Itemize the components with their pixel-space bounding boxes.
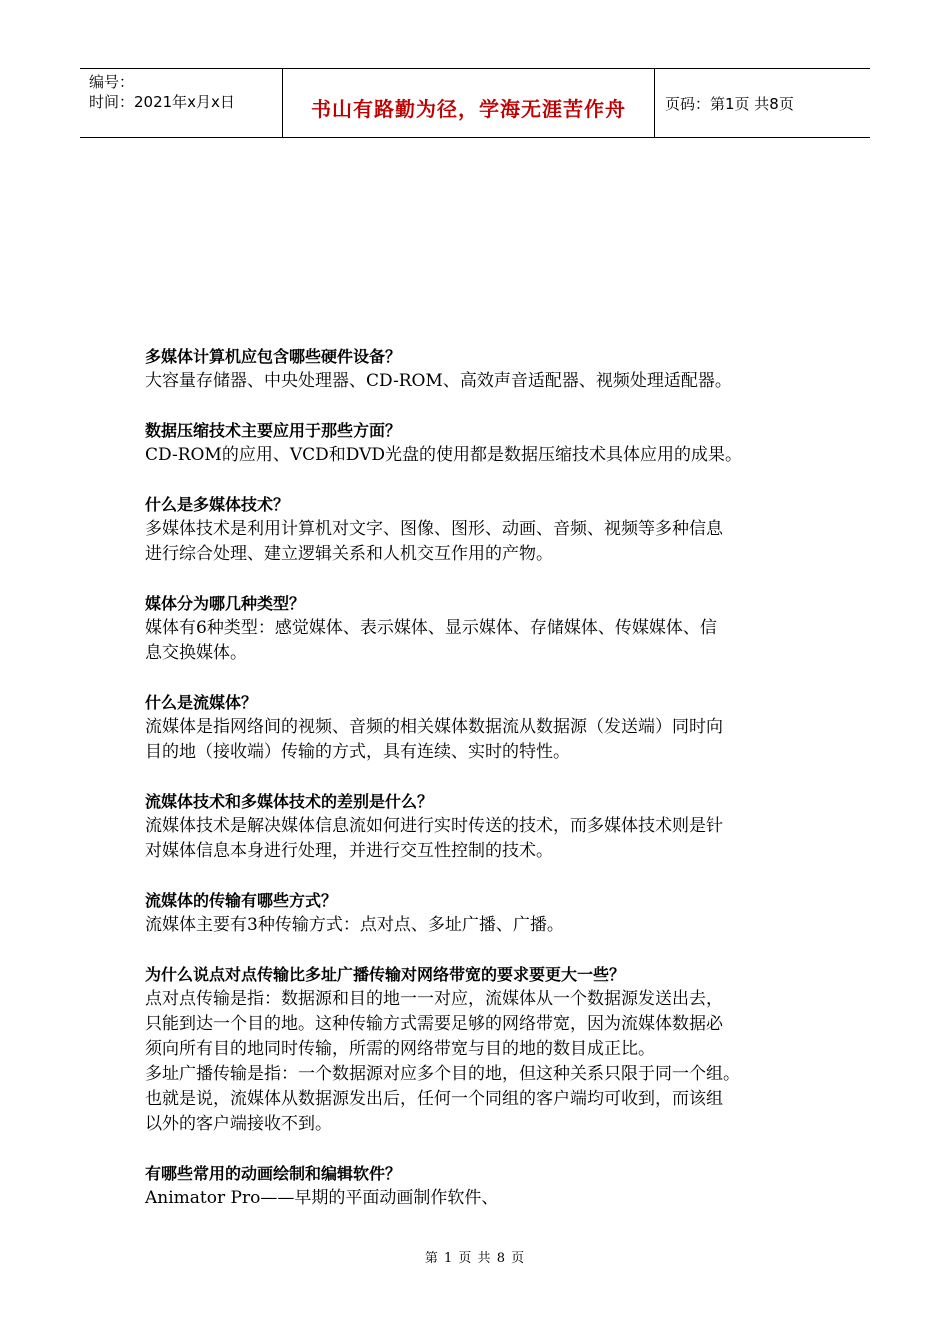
answer-line: 媒体有6种类型：感觉媒体、表示媒体、显示媒体、存储媒体、传媒媒体、信 <box>145 618 717 638</box>
answer-line: 目的地（接收端）传输的方式，具有连续、实时的特性。 <box>145 742 570 762</box>
serial-number-label: 编号： <box>89 73 135 91</box>
answer-line: 点对点传输是指：数据源和目的地一一对应，流媒体从一个数据源发送出去， <box>145 989 723 1009</box>
answer-line: 以外的客户端接收不到。 <box>145 1114 332 1134</box>
page-footer: 第 1 页 共 8 页 <box>424 1251 526 1266</box>
document-header <box>80 68 870 138</box>
page-code: 页码：第1页 共8页 <box>665 95 794 113</box>
answer-line: 只能到达一个目的地。这种传输方式需要足够的网络带宽，因为流媒体数据必 <box>145 1014 723 1034</box>
question: 流媒体技术和多媒体技术的差别是什么？ <box>145 792 434 811</box>
header-meta-cell <box>80 69 283 137</box>
qa-item <box>145 888 825 938</box>
qa-item <box>145 690 825 765</box>
qa-item <box>145 789 825 864</box>
header-page-cell <box>655 69 870 137</box>
answer-line: 流媒体是指网络间的视频、音频的相关媒体数据流从数据源（发送端）同时向 <box>145 717 723 737</box>
qa-item <box>145 591 825 666</box>
question: 有哪些常用的动画绘制和编辑软件？ <box>145 1164 402 1183</box>
document-body <box>145 344 825 1235</box>
date-label: 时间：2021年x月x日 <box>89 93 235 111</box>
qa-item <box>145 962 825 1137</box>
question: 为什么说点对点传输比多址广播传输对网络带宽的要求要更大一些？ <box>145 965 626 984</box>
question: 什么是流媒体？ <box>145 693 258 712</box>
qa-item <box>145 418 825 468</box>
answer-line: 多址广播传输是指：一个数据源对应多个目的地，但这种关系只限于同一个组。 <box>145 1064 740 1084</box>
answer-line: 也就是说，流媒体从数据源发出后，任何一个同组的客户端均可收到，而该组 <box>145 1089 723 1109</box>
answer-line: 须向所有目的地同时传输，所需的网络带宽与目的地的数目成正比。 <box>145 1039 655 1059</box>
question: 数据压缩技术主要应用于那些方面？ <box>145 421 402 440</box>
qa-item <box>145 344 825 394</box>
answer-line: 流媒体技术是解决媒体信息流如何进行实时传送的技术，而多媒体技术则是针 <box>145 816 723 836</box>
answer-line: 对媒体信息本身进行处理，并进行交互性控制的技术。 <box>145 841 553 861</box>
question: 多媒体计算机应包含哪些硬件设备？ <box>145 347 402 366</box>
qa-item <box>145 492 825 567</box>
answer-line: 息交换媒体。 <box>145 643 247 663</box>
question: 媒体分为哪几种类型？ <box>145 594 306 613</box>
answer-line: 多媒体技术是利用计算机对文字、图像、图形、动画、音频、视频等多种信息 <box>145 519 723 539</box>
question: 什么是多媒体技术？ <box>145 495 290 514</box>
question: 流媒体的传输有哪些方式？ <box>145 891 338 910</box>
header-motto-cell <box>283 69 655 137</box>
answer-line: CD-ROM的应用、VCD和DVD光盘的使用都是数据压缩技术具体应用的成果。 <box>145 445 742 465</box>
answer-line: 大容量存储器、中央处理器、CD-ROM、高效声音适配器、视频处理适配器。 <box>145 371 732 391</box>
motto: 书山有路勤为径，学海无涯苦作舟 <box>311 97 626 121</box>
answer-line: Animator Pro——早期的平面动画制作软件、 <box>145 1188 499 1208</box>
qa-item <box>145 1161 825 1211</box>
answer-line: 进行综合处理、建立逻辑关系和人机交互作用的产物。 <box>145 544 553 564</box>
answer-line: 流媒体主要有3种传输方式：点对点、多址广播、广播。 <box>145 915 564 935</box>
